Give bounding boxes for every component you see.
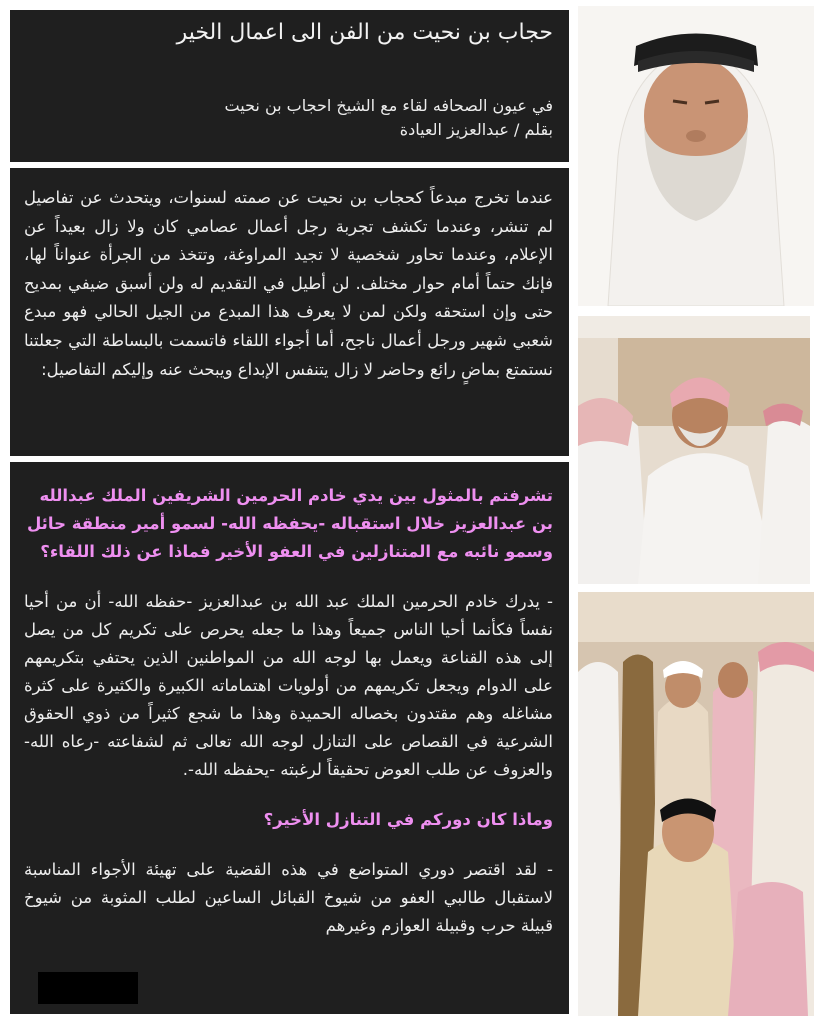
question-2: وماذا كان دوركم في التنازل الأخير؟ [263,810,553,829]
question-1: تشرفتم بالمثول بين يدي خادم الحرمين الشريفين الملك عبدالله بن عبدالعزيز خلال استقباله -يحفظه الله- لسمو أمير منطقة حائل وسمو نائبه مع المتنازلين في العفو الأخير فماذا عن ذلك اللقاء؟ [26,486,553,561]
portrait-photo [578,6,814,306]
intro-panel [10,168,569,456]
qa-panel [10,462,569,1014]
intro-paragraph: عندما تخرج مبدعاً كحجاب بن نحيت عن صمته لسنوات، ويتحدث عن تفاصيل لم تنشر، وعندما تكشف تجربة رجل أعمال عصامي كان ولا زال بعيداً عن الإعلام، وعندما تحاور شخصية لا تجيد المراوغة، وتتخذ من الجرأة عنواناً لها، فإنك حتماً أمام حوار مختلف. لن أطيل في التقديم له ولن أسبق ضيفي بمديح حتى وإن استحقه ولكن لمن لا يعرف هذا المبدع من الجيل الحالي فهو مبدع شعبي شهير ورجل أعمال ناجح، أما أجواء اللقاء فاتسمت بالبساطة التي جعلتنا نستمتع بماضٍ رائع وحاضر لا زال يتنفس الإبداع ويبحث عنه وإليكم التفاصيل: [24,188,553,379]
redaction-bar [38,972,138,1004]
article-subtitle: في عيون الصحافه لقاء مع الشيخ احجاب بن نحيت [224,96,553,115]
answer-1: - يدرك خادم الحرمين الملك عبد الله بن عبدالعزيز -حفظه الله- أن من أحيا نفساً فكأنما أحيا الناس جميعاً وهذا ما جعله يحرص على تكريم كل من يصل إلى هذه القناعة ويعمل بها لوجه الله من المواطنين الذين يحتفي بتكريمهم على الدوام ويجعل تكريمهم من أولويات اهتماماته الكبيرة والكثيرة على كثرة مشاغله وهم مقتدون بخصاله الحميدة وهذا ما شجع كثيراً من ذوي الحقوق الشرعية في القصاص على التنازل لوجه الله تعالى ثم لشفاعته -رعاه الله- والعزوف عن طلب العوض تحقيقاً لرغبته -يحفظه الله-. [24,592,553,779]
answer-2: - لقد اقتصر دوري المتواضع في هذه القضية على تهيئة الأجواء المناسبة لاستقبال طالبي العفو من شيوخ القبائل الساعين لطلب المثوبة من شيوخ قبيلة حرب وقبيلة العوازم وغيرهم [24,860,553,935]
crowd-photo [578,592,814,1016]
article-byline: بقلم / عبدالعزيز العيادة [399,120,553,139]
embrace-photo [578,316,810,584]
header-panel [10,10,569,162]
article-title: حجاب بن نحيت من الفن الى اعمال الخير [176,20,553,45]
